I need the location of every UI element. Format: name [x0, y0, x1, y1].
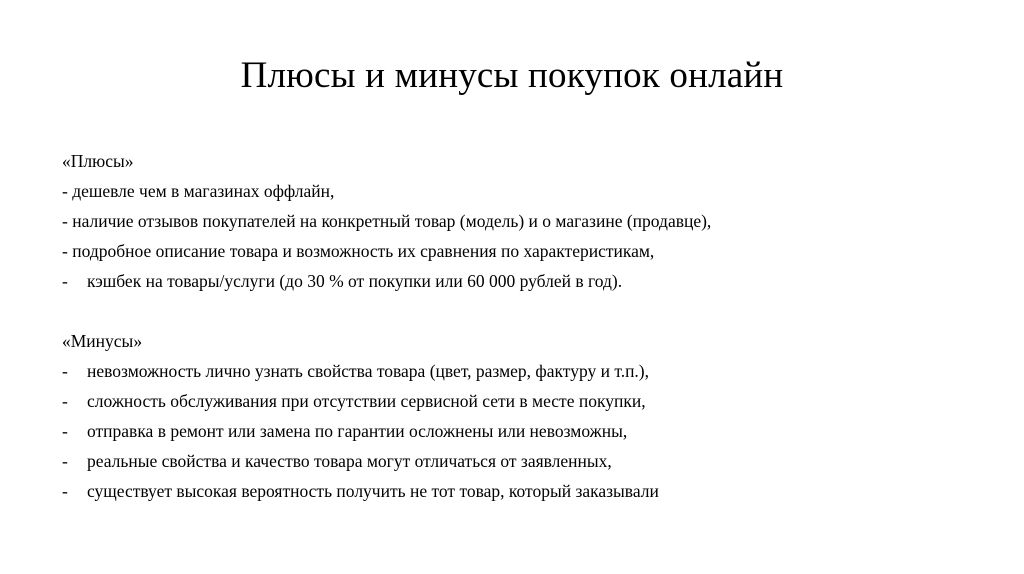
pros-item-text: кэшбек на товары/услуги (до 30 % от покупки или 60 000 рублей в год).	[87, 271, 623, 291]
cons-item	[62, 386, 962, 416]
pros-heading: «Плюсы»	[62, 151, 134, 171]
slide-body	[62, 146, 962, 506]
cons-item	[62, 446, 962, 476]
list-dash: -	[62, 451, 68, 471]
cons-item	[62, 416, 962, 446]
slide-title: Плюсы и минусы покупок онлайн	[240, 55, 784, 96]
list-dash: -	[62, 391, 68, 411]
cons-item-text: реальные свойства и качество товара могут отличаться от заявленных,	[87, 451, 612, 471]
list-dash: -	[62, 421, 68, 441]
pros-item: - наличие отзывов покупателей на конкретный товар (модель) и о магазине (продавце),	[62, 211, 712, 231]
pros-item: - дешевле чем в магазинах оффлайн,	[62, 181, 335, 201]
pros-item: - подробное описание товара и возможность их сравнения по характеристикам,	[62, 241, 655, 261]
cons-item-text: сложность обслуживания при отсутствии сервисной сети в месте покупки,	[87, 391, 646, 411]
cons-item-text: отправка в ремонт или замена по гарантии осложнены или невозможны,	[87, 421, 628, 441]
cons-item-text: существует высокая вероятность получить не тот товар, который заказывали	[87, 481, 659, 501]
pros-item	[62, 266, 962, 296]
cons-item	[62, 356, 962, 386]
list-dash: -	[62, 271, 68, 291]
list-dash: -	[62, 361, 68, 381]
cons-item	[62, 476, 962, 506]
section-spacer	[62, 296, 962, 326]
list-dash: -	[62, 481, 68, 501]
cons-item-text: невозможность лично узнать свойства товара (цвет, размер, фактуру и т.п.),	[87, 361, 650, 381]
cons-heading: «Минусы»	[62, 331, 143, 351]
